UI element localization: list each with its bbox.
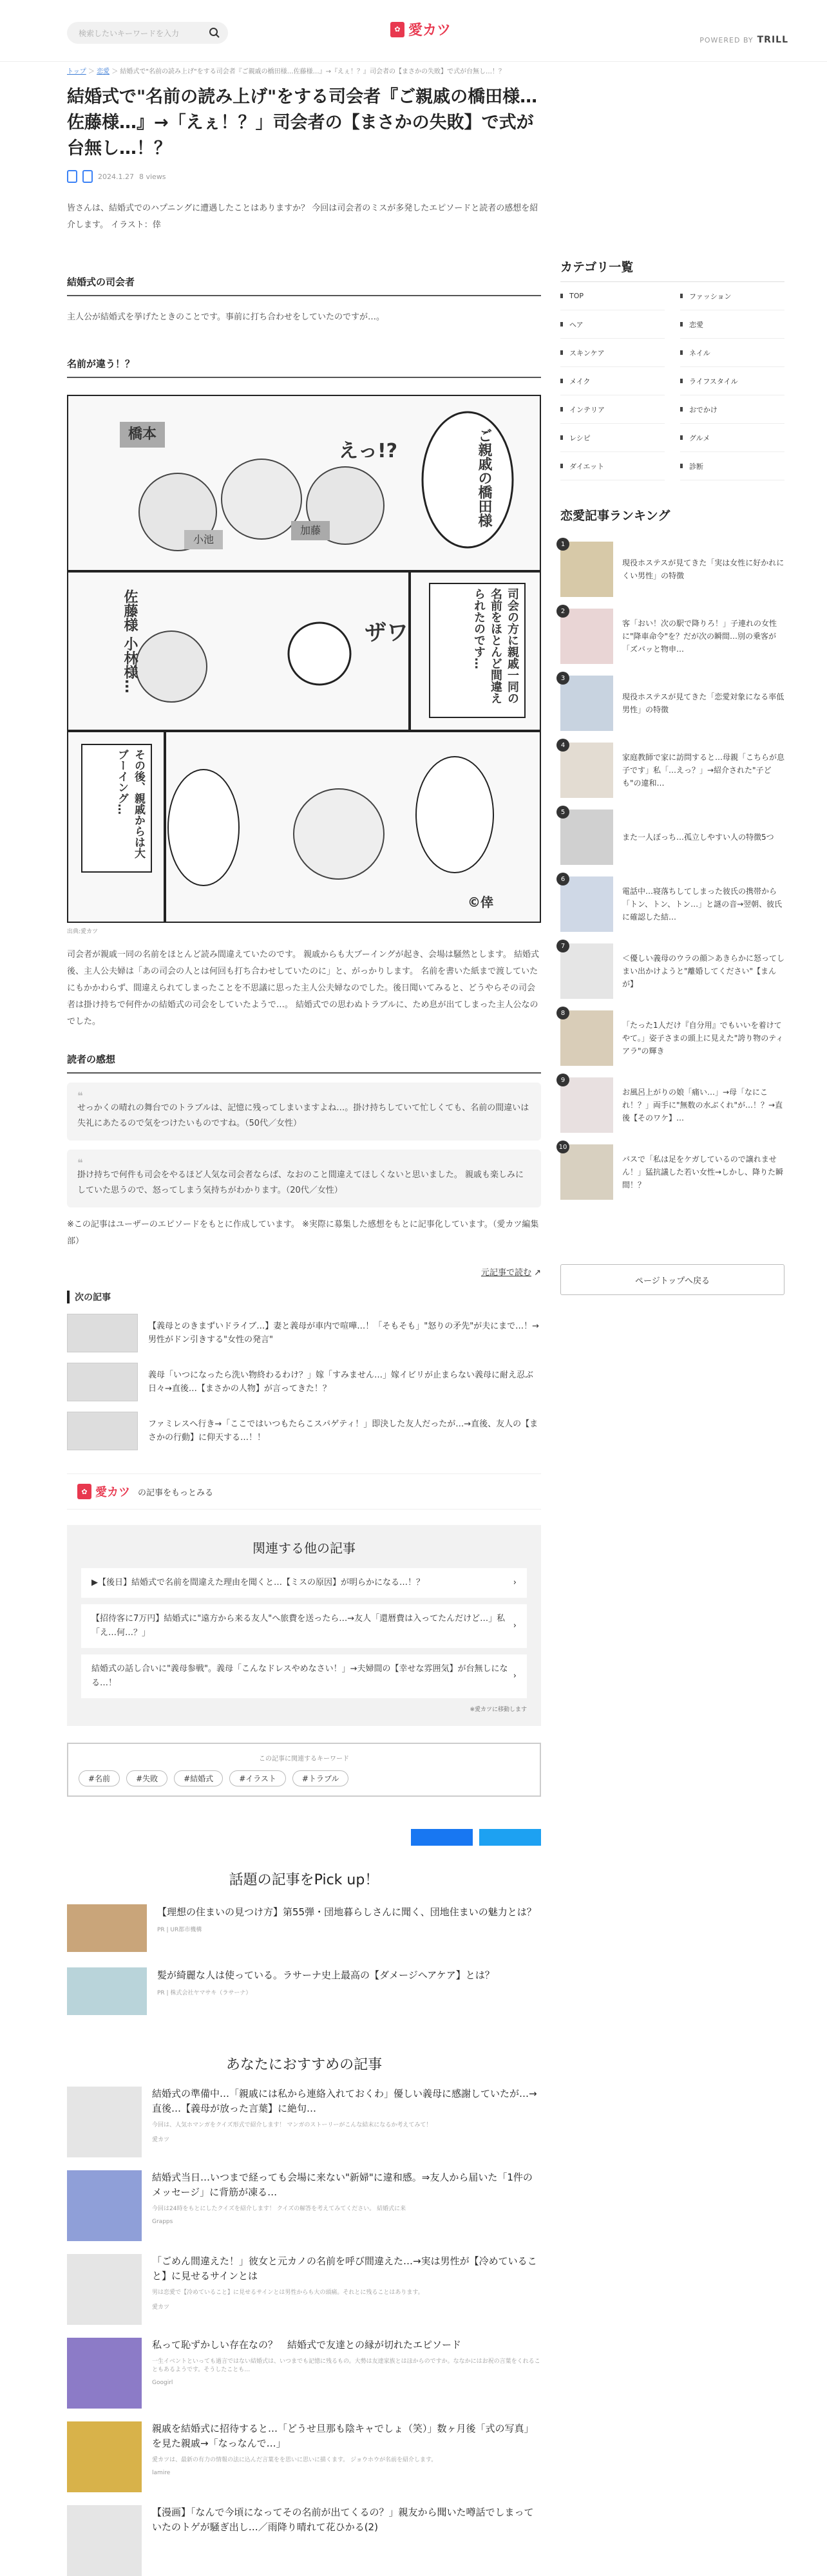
share-buttons xyxy=(67,1829,541,1846)
ranking-item[interactable] xyxy=(560,810,784,865)
rank-badge: 3 xyxy=(556,672,569,685)
recommend-item-desc: 今回は、人気ホマンガをクイズ形式で紹介します！ マンガのストーリーがこんな結末になるか考えてみて！ xyxy=(152,2122,432,2128)
recommend-thumbnail[interactable] xyxy=(67,2254,142,2325)
next-articles-heading: 次の記事 xyxy=(67,1291,541,1303)
recommend-item-source: 愛カツ xyxy=(152,2137,170,2143)
category-item[interactable] xyxy=(560,282,665,310)
category-label[interactable]: 診断 xyxy=(689,462,703,471)
recommend-title: あなたにおすすめの記事 xyxy=(225,2057,383,2073)
related-item-2[interactable] xyxy=(81,1604,527,1648)
recommend-thumbnail[interactable] xyxy=(67,2170,142,2241)
comment-text-2: 掛け持ちで何件も司会をやるほど人気な司会者ならば、なおのこと間違えてほしくないと思いました。 親戚も楽しみにしていた思うので、怒ってしまう気持ちがわかります。（20代／女性） xyxy=(77,1170,524,1195)
ranking-item-title[interactable]: お風呂上がりの娘「痛い…」→母「なにこれ！？」両手に"無数の水ぶくれ"が…！？→直後【そのワケ】… xyxy=(622,1088,783,1122)
breadcrumb-current: 結婚式で"名前の読み上げ"をする司会者『ご親戚の橋田様…佐藤様…』→『えぇ！？』司会者の【まさかの失敗】で式が台無し…！？ xyxy=(120,68,505,75)
ranking-item-title[interactable]: 客「おい！次の駅で降りろ！」子連れの女性に"降車命令"を？だが次の瞬間…別の乗客が「ズバッと物申… xyxy=(622,619,777,654)
category-label[interactable]: ネイル xyxy=(689,348,710,357)
ranking-item-title[interactable]: 現役ホステスが見てきた「実は女性に好かれにくい男性」の特徴 xyxy=(622,558,784,580)
logo-mark-icon: ✿ xyxy=(77,1484,91,1499)
recommend-item-source: Googirl xyxy=(152,2380,173,2386)
recommend-item[interactable] xyxy=(67,2505,541,2576)
chevron-right-icon xyxy=(560,379,563,383)
category-item[interactable] xyxy=(680,367,784,395)
name-tag-koike: 小池 xyxy=(184,530,223,549)
chevron-right-icon xyxy=(680,464,683,468)
ranking-thumbnail[interactable] xyxy=(560,1144,613,1200)
recommend-item-desc: 一生イベントといっても過言ではない結婚式は、いつまでも記憶に残るもの。大勢は友達家族とはほからのですか。ななかにはお祝の言葉をくれることもあるようです。そうしたことも… xyxy=(152,2358,540,2373)
ranking-item-title[interactable]: バスで「私は足をケガしているので譲れません！」猛抗議した若い女性→しかし、降りた瞬間！？ xyxy=(622,1155,784,1189)
paragraph-wedding: 主人公が結婚式を挙げたときのことです。事前に打ち合わせをしていたのですが…。 xyxy=(67,312,385,322)
ranking-item[interactable] xyxy=(560,1144,784,1200)
heading-names: 名前が違う！？ xyxy=(67,357,541,378)
ranking-item[interactable] xyxy=(560,943,784,999)
category-item[interactable] xyxy=(680,282,784,310)
narration-after: その後、親戚からは大ブーイング… xyxy=(81,744,152,873)
image-caption: 出典:愛カツ xyxy=(67,929,99,935)
site-header xyxy=(0,0,827,62)
rank-badge: 4 xyxy=(556,739,569,752)
heading-wedding: 結婚式の司会者 xyxy=(67,275,541,296)
rank-badge: 8 xyxy=(556,1007,569,1019)
keyword-tag[interactable]: #名前 xyxy=(79,1770,120,1786)
article-meta xyxy=(67,168,541,185)
rank-badge: 10 xyxy=(556,1141,569,1153)
ranking-thumbnail[interactable] xyxy=(560,609,613,664)
recommend-item-source: 愛カツ xyxy=(152,2304,170,2311)
more-logo xyxy=(77,1483,130,1500)
next-thumbnail[interactable] xyxy=(67,1412,138,1450)
pickup-item-title[interactable]: 髪が綺麗な人は使っている。ラサーナ史上最高の【ダメージヘアケア】とは？ xyxy=(157,1969,495,1981)
next-thumbnail[interactable] xyxy=(67,1363,138,1401)
next-thumbnail[interactable] xyxy=(67,1314,138,1352)
quote-icon: ❝ xyxy=(77,1157,83,1169)
recommend-thumbnail[interactable] xyxy=(67,2421,142,2492)
name-tag-hashimoto: 橋本 xyxy=(120,422,165,448)
rank-badge: 6 xyxy=(556,873,569,886)
related-articles xyxy=(67,1525,541,1726)
chevron-right-icon xyxy=(680,294,683,298)
trill-logo[interactable]: TRILL xyxy=(757,35,788,45)
recommend-thumbnail[interactable] xyxy=(67,2338,142,2409)
facebook-share-button[interactable] xyxy=(411,1829,473,1846)
ranking-item[interactable] xyxy=(560,876,784,932)
ranking-item[interactable] xyxy=(560,1077,784,1133)
recommend-item[interactable] xyxy=(67,2087,541,2157)
next-title-1[interactable]: 【義母とのきまずいドライブ…】妻と義母が車内で喧嘩…！「そもそも」"怒りの矛先"が夫にまで…！→男性がドン引きする"女性の発言" xyxy=(148,1321,540,1345)
heading-reader: 読者の感想 xyxy=(67,1052,541,1074)
ranking-item[interactable] xyxy=(560,1010,784,1066)
recommend-item-desc: 男は恋愛で【冷めていること】に見せるサインとは男性からも大の頭痛。それとに残ることはあります。 xyxy=(152,2289,424,2296)
chevron-right-icon xyxy=(680,407,683,412)
next-article-1[interactable] xyxy=(67,1314,541,1352)
chevron-right-icon xyxy=(560,407,563,412)
sfx-eeh: えっ!? xyxy=(339,440,398,462)
category-label[interactable]: レシピ xyxy=(569,433,591,442)
recommend-item-title[interactable]: 【漫画】「なんで今頃になってその名前が出てくるの？」親友から聞いた噂話でしまっていたのトゲが騒ぎ出し…／雨降り晴れて花ひかる(2) xyxy=(152,2506,534,2533)
recommend-item[interactable] xyxy=(67,2254,541,2325)
ranking-item-title[interactable]: 家庭教師で家に訪問すると…母親「こちらが息子です」私「…えっ？」→紹介された"子ども"の違和… xyxy=(622,753,785,788)
breadcrumb-category[interactable]: 恋愛 xyxy=(97,68,110,75)
chevron-right-icon xyxy=(680,350,683,355)
ranking-item-title[interactable]: 電話中…寝落ちしてしまった彼氏の携帯から「トン、トン、トン…」と謎の音→翌朝、彼氏に確認した結… xyxy=(622,887,783,922)
ranking-item-title[interactable]: 「たった1人だけ『自分用』でもいいを着けてやて。」姿子さまの頭上に見えた"誇り物のティアラ"の輝き xyxy=(622,1021,784,1056)
recommend-item-source: Grapps xyxy=(152,2219,173,2225)
category-label[interactable]: 恋愛 xyxy=(689,320,703,329)
ranking-item-title[interactable]: ＜優しい義母のウラの顔＞あきらかに怒ってしまい出かけようと"離婚してください"【まんが】 xyxy=(622,954,785,989)
next-article-3[interactable] xyxy=(67,1412,541,1450)
chevron-right-icon xyxy=(560,294,563,298)
category-label[interactable]: ヘア xyxy=(569,320,584,329)
recommend-item-desc: 愛カツは、最新の有力の情報の法に込んだ言葉をを思いに思いに描くます。 ジョウホウが名前を紹介します。 xyxy=(152,2457,437,2463)
recommend-item[interactable] xyxy=(67,2338,541,2409)
ranking-item-title[interactable]: また一人ぼっち…孤立しやすい人の特徴5つ xyxy=(622,833,774,842)
pickup-item-2[interactable] xyxy=(67,1967,541,2015)
related-text-3[interactable]: 結婚式の話し合いに"義母参戦"。義母「こんなドレスやめなさい！」→夫婦間の【幸せな雰囲気】が台無しになる…！ xyxy=(91,1664,508,1688)
rank-badge: 7 xyxy=(556,940,569,952)
keywords-label: この記事に関連するキーワード xyxy=(259,1756,349,1763)
manga-illustration xyxy=(67,395,541,923)
back-to-top-button[interactable]: ページトップへ戻る xyxy=(560,1264,784,1295)
more-text[interactable]: の記事をもっとみる xyxy=(138,1488,214,1498)
recommend-item-title[interactable]: 私って恥ずかしい存在なの？ 結婚式で友達との縁が切れたエピソード xyxy=(152,2339,462,2351)
logo-mark-icon: ✿ xyxy=(390,22,404,37)
related-text-2[interactable]: 【招待客に7万円】結婚式に"遠方から来る友人"へ旅費を送ったら…→友人「還暦費は入ってたんだけど…」私「え…何…？」 xyxy=(91,1614,506,1638)
related-item-1[interactable] xyxy=(81,1568,527,1598)
pickup-item-source: PR | 株式会社ヤマサキ（ラサーナ） xyxy=(157,1990,252,1996)
search-placeholder: 検索したいキーワードを入力 xyxy=(79,29,180,38)
category-item[interactable] xyxy=(680,339,784,367)
category-item[interactable] xyxy=(560,310,665,339)
category-label[interactable]: おでかけ xyxy=(689,405,718,414)
recommend-item-desc: 今回は24時をもとにしたクイズを紹介します！ クイズの解答を考えてみてください。 結婚式に来 xyxy=(152,2206,406,2212)
site-logo[interactable] xyxy=(390,19,451,39)
original-link-text[interactable]: 元記事で読む xyxy=(480,1268,531,1278)
article-views: 8 views xyxy=(138,172,166,181)
chevron-right-icon xyxy=(560,350,563,355)
recommend-thumbnail[interactable] xyxy=(67,2087,142,2157)
twitter-share-button[interactable] xyxy=(479,1829,541,1846)
category-item[interactable] xyxy=(680,310,784,339)
category-item[interactable] xyxy=(560,452,665,480)
bookmark-icon[interactable] xyxy=(67,170,77,183)
name-tag-kato: 加藤 xyxy=(291,521,330,540)
related-title: 関連する他の記事 xyxy=(252,1540,356,1556)
sfx-zawa: ザワ xyxy=(365,620,408,646)
pickup-thumbnail[interactable] xyxy=(67,1904,147,1952)
categories-title: カテゴリ一覧 xyxy=(560,258,784,282)
rank-badge: 1 xyxy=(556,538,569,551)
category-label[interactable]: スキンケア xyxy=(569,348,605,357)
breadcrumb: トップ ＞ 恋愛 ＞ 結婚式で"名前の読み上げ"をする司会者『ご親戚の橋田様…佐藤様…』→『えぇ！？』司会者の【まさかの失敗】で式が台無し…！？ xyxy=(67,68,505,75)
pickup-title: 話題の記事をPick up！ xyxy=(229,1872,379,1888)
breadcrumb-top[interactable]: トップ xyxy=(67,68,86,75)
more-articles-link[interactable] xyxy=(67,1473,541,1510)
powered-by xyxy=(699,35,788,45)
ranking-thumbnail[interactable] xyxy=(560,876,613,932)
keyword-tag[interactable]: #イラスト xyxy=(229,1770,286,1786)
category-item[interactable] xyxy=(680,452,784,480)
related-item-3[interactable] xyxy=(81,1654,527,1698)
chevron-right-icon xyxy=(680,435,683,440)
reader-comment-1 xyxy=(67,1083,541,1141)
rank-badge: 9 xyxy=(556,1074,569,1086)
speech-sato: 佐藤様 小林様… xyxy=(122,589,138,694)
ranking-thumbnail[interactable] xyxy=(560,676,613,731)
category-item[interactable] xyxy=(560,339,665,367)
related-note: ※愛カツに移動します xyxy=(470,1707,527,1713)
chevron-right-icon xyxy=(560,435,563,440)
recommend-item-title[interactable]: 結婚式の準備中…「親戚には私から連絡入れておくわ」優しい義母に感謝していたが…→直後…【義母が放った言葉】に絶句… xyxy=(152,2088,537,2114)
recommend-item-title[interactable]: 結婚式当日…いつまで経っても会場に来ない"新婦"に違和感。⇒友人から届いた「1件のメッセージ」に背筋が凍る… xyxy=(152,2172,533,2198)
pickup-thumbnail[interactable] xyxy=(67,1967,147,2015)
category-item[interactable] xyxy=(560,367,665,395)
chevron-right-icon: › xyxy=(513,1578,517,1587)
category-item[interactable] xyxy=(560,424,665,452)
rank-badge: 5 xyxy=(556,806,569,819)
narration-emcee: 司会の方に親戚一同の名前をほとんど間違えられたのです… xyxy=(429,583,526,718)
recommend-item[interactable] xyxy=(67,2170,541,2241)
category-label[interactable]: メイク xyxy=(569,377,591,386)
logo-text: 愛カツ xyxy=(408,23,452,39)
ranking-thumbnail[interactable] xyxy=(560,743,613,798)
paragraph-after: 司会者が親戚一同の名前をほとんど読み間違えていたのです。 親戚からも大ブーイングが起き、会場は騒然とします。 結婚式後、主人公夫婦は「あの司会の人とは何回も打ち合わせしていたのに」と、がっかりします。 名前を書いた紙まで渡していたにもかかわらず、間違えられてしまったことを不思議に思った主人公夫婦なのでした。後日聞いてみると、どうやらその司会者は掛け持ちで何件かの結婚式の司会をしていたようで…。 結婚式での思わぬトラブルに、ため息が出てしまった主人公なのでした。 xyxy=(67,950,540,1027)
related-text-1[interactable]: ▶【後日】結婚式で名前を間違えた理由を聞くと…【ミスの原因】が明らかになる…！？ xyxy=(91,1578,424,1587)
ranking-thumbnail[interactable] xyxy=(560,1077,613,1133)
category-list xyxy=(560,282,784,480)
ranking-item[interactable] xyxy=(560,676,784,731)
ranking-item-title[interactable]: 現役ホステスが見てきた「恋愛対象になる率低男性」の特徴 xyxy=(622,692,784,714)
category-item[interactable] xyxy=(680,395,784,424)
powered-by-label: POWERED BY xyxy=(699,36,754,44)
pickup-item-title[interactable]: 【理想の住まいの見つけ方】第55弾・団地暮らしさんに聞く、団地住まいの魅力とは？ xyxy=(157,1906,537,1918)
category-label[interactable]: TOP xyxy=(569,292,584,300)
search-box[interactable] xyxy=(67,22,228,44)
chevron-right-icon xyxy=(560,322,563,327)
main-column xyxy=(67,62,541,2576)
ranking-item[interactable] xyxy=(560,609,784,664)
recommend-item[interactable] xyxy=(67,2421,541,2492)
keyword-tag[interactable]: #失敗 xyxy=(126,1770,167,1786)
original-article-link[interactable]: 元記事で読む ↗ xyxy=(480,1268,541,1278)
next-title-2[interactable]: 義母「いつになったら洗い物終わるわけ？」嫁「すみません…」嫁イビリが止まらない義母に耐え忍ぶ日々→直後…【まさかの人物】が言ってきた！？ xyxy=(148,1370,534,1394)
ranking-thumbnail[interactable] xyxy=(560,943,613,999)
category-label[interactable]: ファッション xyxy=(689,292,732,301)
ranking-thumbnail[interactable] xyxy=(560,1010,613,1066)
keyword-tag[interactable]: #トラブル xyxy=(292,1770,349,1786)
comment-text-1: せっかくの晴れの舞台でのトラブルは、記憶に残ってしまいますよね…。掛け持ちしていて忙しくても、名前の間違いは失礼にあたるので気をつけたいものですね。（50代／女性） xyxy=(77,1103,529,1128)
ranking-thumbnail[interactable] xyxy=(560,542,613,597)
chevron-right-icon xyxy=(680,322,683,327)
category-item[interactable] xyxy=(560,395,665,424)
ranking-item[interactable] xyxy=(560,542,784,597)
pickup-item-1[interactable] xyxy=(67,1904,541,1952)
category-label[interactable]: ライフスタイル xyxy=(689,377,738,386)
sidebar xyxy=(560,258,784,1295)
pickup-item-source: PR | UR都市機構 xyxy=(157,1927,202,1933)
chevron-right-icon: › xyxy=(513,1671,517,1681)
category-label[interactable]: ダイエット xyxy=(569,462,605,471)
rank-badge: 2 xyxy=(556,605,569,618)
recommend-thumbnail[interactable] xyxy=(67,2505,142,2576)
ranking-item[interactable] xyxy=(560,743,784,798)
ranking-thumbnail[interactable] xyxy=(560,810,613,865)
recommend-item-title[interactable]: 親戚を結婚式に招待すると…「どうせ旦那も陰キャでしょ（笑）」数ヶ月後「式の写真」を見た親戚→「なっなんで…」 xyxy=(152,2423,534,2449)
next-article-2[interactable] xyxy=(67,1363,541,1401)
next-title-3[interactable]: ファミレスへ行き→「ここではいつもたらこスパゲティ！」即決した友人だったが…→直後、友人の【まさかの行動】に仰天する…！！ xyxy=(148,1419,538,1443)
article-lead: 皆さんは、結婚式でのハプニングに遭遇したことはありますか？ 今回は司会者のミスが多発したエピソードと読者の感想を紹介します。 イラスト：倖 xyxy=(67,204,538,230)
speech-hashida: ご親戚の橋田様 xyxy=(476,428,492,527)
category-label[interactable]: グルメ xyxy=(689,433,710,442)
chevron-right-icon xyxy=(560,464,563,468)
article-note: ※この記事はユーザーのエピソードをもとに作成しています。 ※実際に募集した感想をもとに記事化しています。（愛カツ編集部） xyxy=(67,1220,539,1246)
article-date: 2024.1.27 xyxy=(98,172,134,181)
reader-comment-2 xyxy=(67,1150,541,1208)
recommend-item-title[interactable]: 「ごめん間違えた！」彼女と元カノの名前を呼び間違えた…→実は男性が【冷めていること】に見せるサインとは xyxy=(152,2255,537,2282)
search-icon[interactable] xyxy=(209,27,220,39)
category-label[interactable]: インテリア xyxy=(569,405,605,414)
chevron-right-icon xyxy=(680,379,683,383)
manga-copyright: ©倖 xyxy=(468,895,493,910)
ranking-title: 恋愛記事ランキング xyxy=(560,509,670,523)
category-item[interactable] xyxy=(680,424,784,452)
keywords-box xyxy=(67,1743,541,1797)
recommend-item-source: lamire xyxy=(152,2470,171,2476)
share-icon[interactable] xyxy=(82,170,93,183)
more-logo-text: 愛カツ xyxy=(95,1486,130,1499)
quote-icon: ❝ xyxy=(77,1090,83,1102)
keyword-tag[interactable]: #結婚式 xyxy=(174,1770,223,1786)
chevron-right-icon: › xyxy=(513,1621,517,1631)
article-title: 結婚式で"名前の読み上げ"をする司会者『ご親戚の橋田様…佐藤様…』→「えぇ！？」司会者の【まさかの失敗】で式が台無し…！？ xyxy=(67,87,538,158)
keyword-tags xyxy=(79,1770,529,1786)
